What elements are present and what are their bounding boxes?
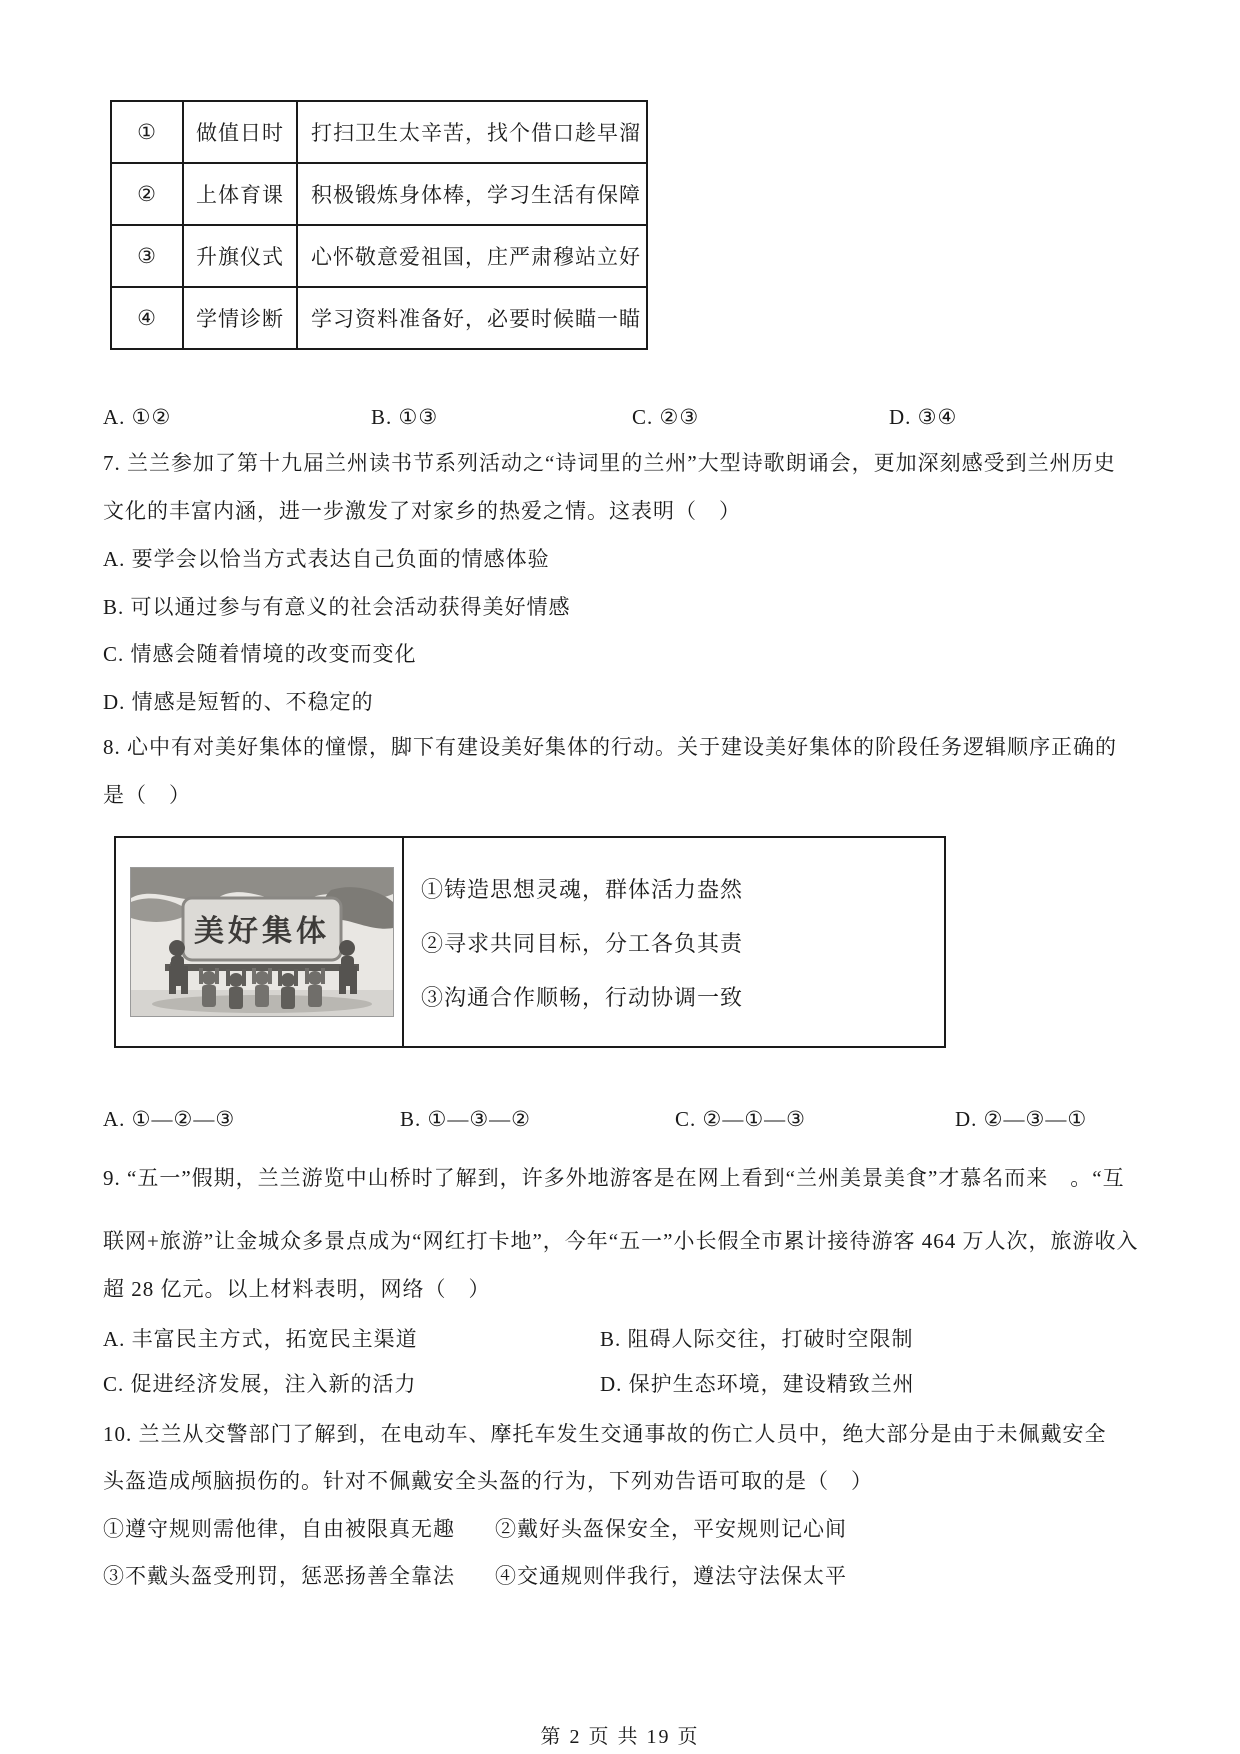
row-desc: 心怀敬意爱祖国，庄严肃穆站立好 xyxy=(297,225,647,287)
q7-option-c: C. 情感会随着情境的改变而变化 xyxy=(103,642,417,666)
q7-option-d: D. 情感是短暂的、不稳定的 xyxy=(103,690,374,714)
row-desc: 学习资料准备好，必要时候瞄一瞄 xyxy=(297,287,647,349)
q9-stem-line2: 联网+旅游”让金城众多景点成为“网红打卡地”，今年“五一”小长假全市累计接待游客 464 万人次，旅游收入 xyxy=(103,1229,1139,1253)
page-number-footer: 第 2 页 共 19 页 xyxy=(540,1726,700,1748)
q10-stem-line2: 头盔造成颅脑损伤的。针对不佩戴安全头盔的行为，下列劝告语可取的是（ ） xyxy=(103,1469,873,1493)
q8-option-b: B. ①—③—② xyxy=(400,1107,531,1131)
q10-item-3: ③不戴头盔受刑罚，惩恶扬善全靠法 xyxy=(103,1564,455,1588)
q10-item-4: ④交通规则伴我行，遵法守法保太平 xyxy=(495,1564,847,1588)
row-desc: 打扫卫生太辛苦，找个借口趁早溜 xyxy=(297,101,647,163)
row-desc: 积极锻炼身体棒，学习生活有保障 xyxy=(297,163,647,225)
q8-option-a: A. ①—②—③ xyxy=(103,1107,236,1131)
scene-table xyxy=(110,100,648,350)
row-number: ④ xyxy=(111,287,183,349)
collective-photo xyxy=(130,867,394,1017)
row-scene: 升旗仪式 xyxy=(183,225,297,287)
q8-image-cell xyxy=(116,838,404,1046)
q10-item-1: ①遵守规则需他律，自由被限真无趣 xyxy=(103,1517,455,1541)
q8-stem-line1: 8. 心中有对美好集体的憧憬，脚下有建设美好集体的行动。关于建设美好集体的阶段任务逻辑顺序正确的 xyxy=(103,735,1117,759)
row-scene: 学情诊断 xyxy=(183,287,297,349)
q10-stem-line1: 10. 兰兰从交警部门了解到，在电动车、摩托车发生交通事故的伤亡人员中，绝大部分是由于未佩戴安全 xyxy=(103,1422,1107,1446)
table-row xyxy=(111,225,647,287)
table-row xyxy=(111,163,647,225)
q9-option-b: B. 阻碍人际交往，打破时空限制 xyxy=(600,1327,914,1351)
q9-option-d: D. 保护生态环境，建设精致兰州 xyxy=(600,1372,915,1396)
row-number: ① xyxy=(111,101,183,163)
row-scene: 做值日时 xyxy=(183,101,297,163)
q8-step-2: ②寻求共同目标，分工各负其责 xyxy=(421,930,744,956)
row-scene: 上体育课 xyxy=(183,163,297,225)
q9-option-c: C. 促进经济发展，注入新的活力 xyxy=(103,1372,417,1396)
q7-option-a: A. 要学会以恰当方式表达自己负面的情感体验 xyxy=(103,547,550,571)
row-number: ② xyxy=(111,163,183,225)
q8-step-1: ①铸造思想灵魂，群体活力盎然 xyxy=(421,876,744,902)
q8-steps-cell xyxy=(404,838,944,1046)
q6-option-b: B. ①③ xyxy=(371,405,439,429)
q7-option-b: B. 可以通过参与有意义的社会活动获得美好情感 xyxy=(103,595,571,619)
q8-stem-line2: 是（ ） xyxy=(103,783,191,807)
collective-illustration xyxy=(131,868,393,1016)
sign-text: 美好集体 xyxy=(194,915,330,948)
q8-step-3: ③沟通合作顺畅，行动协调一致 xyxy=(421,984,744,1010)
q7-stem-line2: 文化的丰富内涵，进一步激发了对家乡的热爱之情。这表明（ ） xyxy=(103,499,741,523)
q8-material-table xyxy=(114,836,946,1048)
row-number: ③ xyxy=(111,225,183,287)
q9-option-a: A. 丰富民主方式，拓宽民主渠道 xyxy=(103,1327,418,1351)
q7-stem-line1: 7. 兰兰参加了第十九届兰州读书节系列活动之“诗词里的兰州”大型诗歌朗诵会，更加深刻感受到兰州历史 xyxy=(103,451,1116,475)
q6-option-d: D. ③④ xyxy=(889,405,958,429)
q9-stem-line1: 9. “五一”假期，兰兰游览中山桥时了解到，许多外地游客是在网上看到“兰州美景美食”才慕名而来 。“互 xyxy=(103,1166,1125,1190)
q10-item-2: ②戴好头盔保安全，平安规则记心间 xyxy=(495,1517,847,1541)
table-row xyxy=(111,287,647,349)
q6-option-c: C. ②③ xyxy=(632,405,700,429)
table-row xyxy=(111,101,647,163)
q8-option-c: C. ②—①—③ xyxy=(675,1107,806,1131)
q8-option-d: D. ②—③—① xyxy=(955,1107,1088,1131)
q6-option-a: A. ①② xyxy=(103,405,172,429)
q9-stem-line3: 超 28 亿元。以上材料表明，网络（ ） xyxy=(103,1277,491,1301)
